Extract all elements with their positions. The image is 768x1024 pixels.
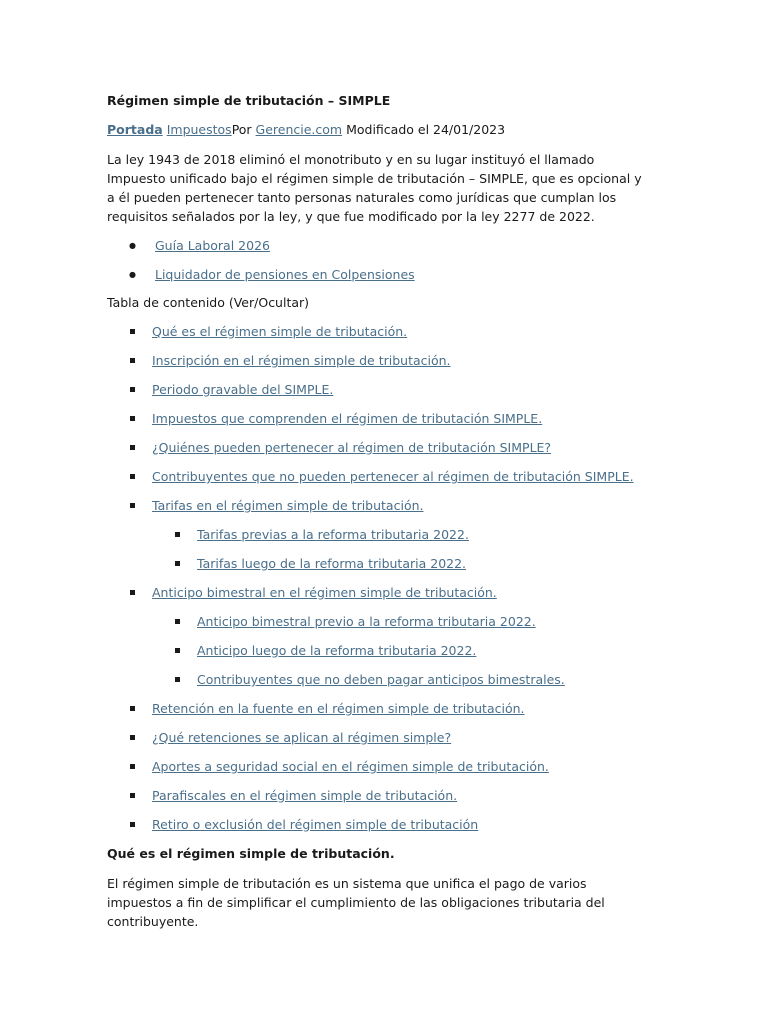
toc-link[interactable]: Anticipo bimestral en el régimen simple de tributación. [152, 585, 497, 600]
modified-date: Modificado el 24/01/2023 [342, 122, 506, 137]
section-paragraph: El régimen simple de tributación es un sistema que unifica el pago de varios impuestos a fin de simplificar el cumplimiento de las obligaciones tributaria del contribuyente. [107, 876, 605, 929]
intro-paragraph: La ley 1943 de 2018 eliminó el monotributo y en su lugar instituyó el llamado Impuesto unificado bajo el régimen simple de tributación – SIMPLE, que es opcional y a él pueden pertenecer tanto personas naturales como jurídicas que cumplan los requisitos señalados por la ley, y que fue modificado por la ley 2277 de 2022. [107, 152, 642, 224]
breadcrumb-category-link[interactable]: Impuestos [166, 122, 232, 137]
article-content [107, 92, 652, 931]
toc-link[interactable]: Contribuyentes que no pueden pertenecer al régimen de tributación SIMPLE. [152, 469, 634, 484]
toc-item [107, 468, 652, 485]
toc-link[interactable]: Aportes a seguridad social en el régimen simple de tributación. [152, 759, 549, 774]
toc-link[interactable]: Anticipo luego de la reforma tributaria 2022. [197, 643, 477, 658]
byline-prefix: Por [231, 122, 256, 137]
toc-link[interactable]: Inscripción en el régimen simple de tributación. [152, 353, 451, 368]
breadcrumb-home-link[interactable]: Portada [107, 122, 163, 137]
toc-item [107, 584, 652, 601]
toc-subitem [107, 642, 652, 659]
toc-subitem [107, 555, 652, 572]
toc-link[interactable]: Retención en la fuente en el régimen simple de tributación. [152, 701, 525, 716]
toc-subitem [107, 671, 652, 688]
toc-link[interactable]: Periodo gravable del SIMPLE. [152, 382, 334, 397]
toc-link[interactable]: Tarifas en el régimen simple de tributación. [152, 498, 424, 513]
toc-link[interactable]: Retiro o exclusión del régimen simple de tributación [152, 817, 479, 832]
toc-subitem [107, 613, 652, 630]
toc-item [107, 758, 652, 775]
section-heading: Qué es el régimen simple de tributación. [107, 846, 395, 861]
toc-link[interactable]: Anticipo bimestral previo a la reforma tributaria 2022. [197, 614, 536, 629]
promo-link-list [107, 236, 652, 284]
toc-link[interactable]: Contribuyentes que no deben pagar anticipos bimestrales. [197, 672, 565, 687]
toc-item [107, 700, 652, 717]
toc-item [107, 410, 652, 427]
toc-item [107, 729, 652, 746]
toc-item [107, 816, 652, 833]
toc-item [107, 787, 652, 804]
toc-link[interactable]: Impuestos que comprenden el régimen de tributación SIMPLE. [152, 411, 543, 426]
toc-link[interactable]: Parafiscales en el régimen simple de tributación. [152, 788, 458, 803]
promo-link-guia-laboral[interactable]: Guía Laboral 2026 [155, 238, 270, 253]
toc-item [107, 352, 652, 369]
toc-subitem [107, 526, 652, 543]
article-title: Régimen simple de tributación – SIMPLE [107, 93, 391, 108]
toc-item [107, 497, 652, 514]
toc-link[interactable]: Tarifas luego de la reforma tributaria 2022. [197, 556, 467, 571]
promo-item [107, 265, 652, 284]
toc-title[interactable]: Tabla de contenido (Ver/Ocultar) [107, 295, 310, 310]
toc-item [107, 381, 652, 398]
toc-link[interactable]: ¿Qué retenciones se aplican al régimen simple? [152, 730, 452, 745]
article-meta [107, 121, 652, 138]
toc-item [107, 323, 652, 340]
toc-item [107, 439, 652, 456]
table-of-contents [107, 323, 652, 833]
promo-item [107, 236, 652, 255]
toc-link[interactable]: Tarifas previas a la reforma tributaria 2022. [197, 527, 469, 542]
promo-link-liquidador[interactable]: Liquidador de pensiones en Colpensiones [155, 267, 415, 282]
author-link[interactable]: Gerencie.com [255, 122, 343, 137]
toc-link[interactable]: Qué es el régimen simple de tributación. [152, 324, 408, 339]
toc-link[interactable]: ¿Quiénes pueden pertenecer al régimen de tributación SIMPLE? [152, 440, 552, 455]
